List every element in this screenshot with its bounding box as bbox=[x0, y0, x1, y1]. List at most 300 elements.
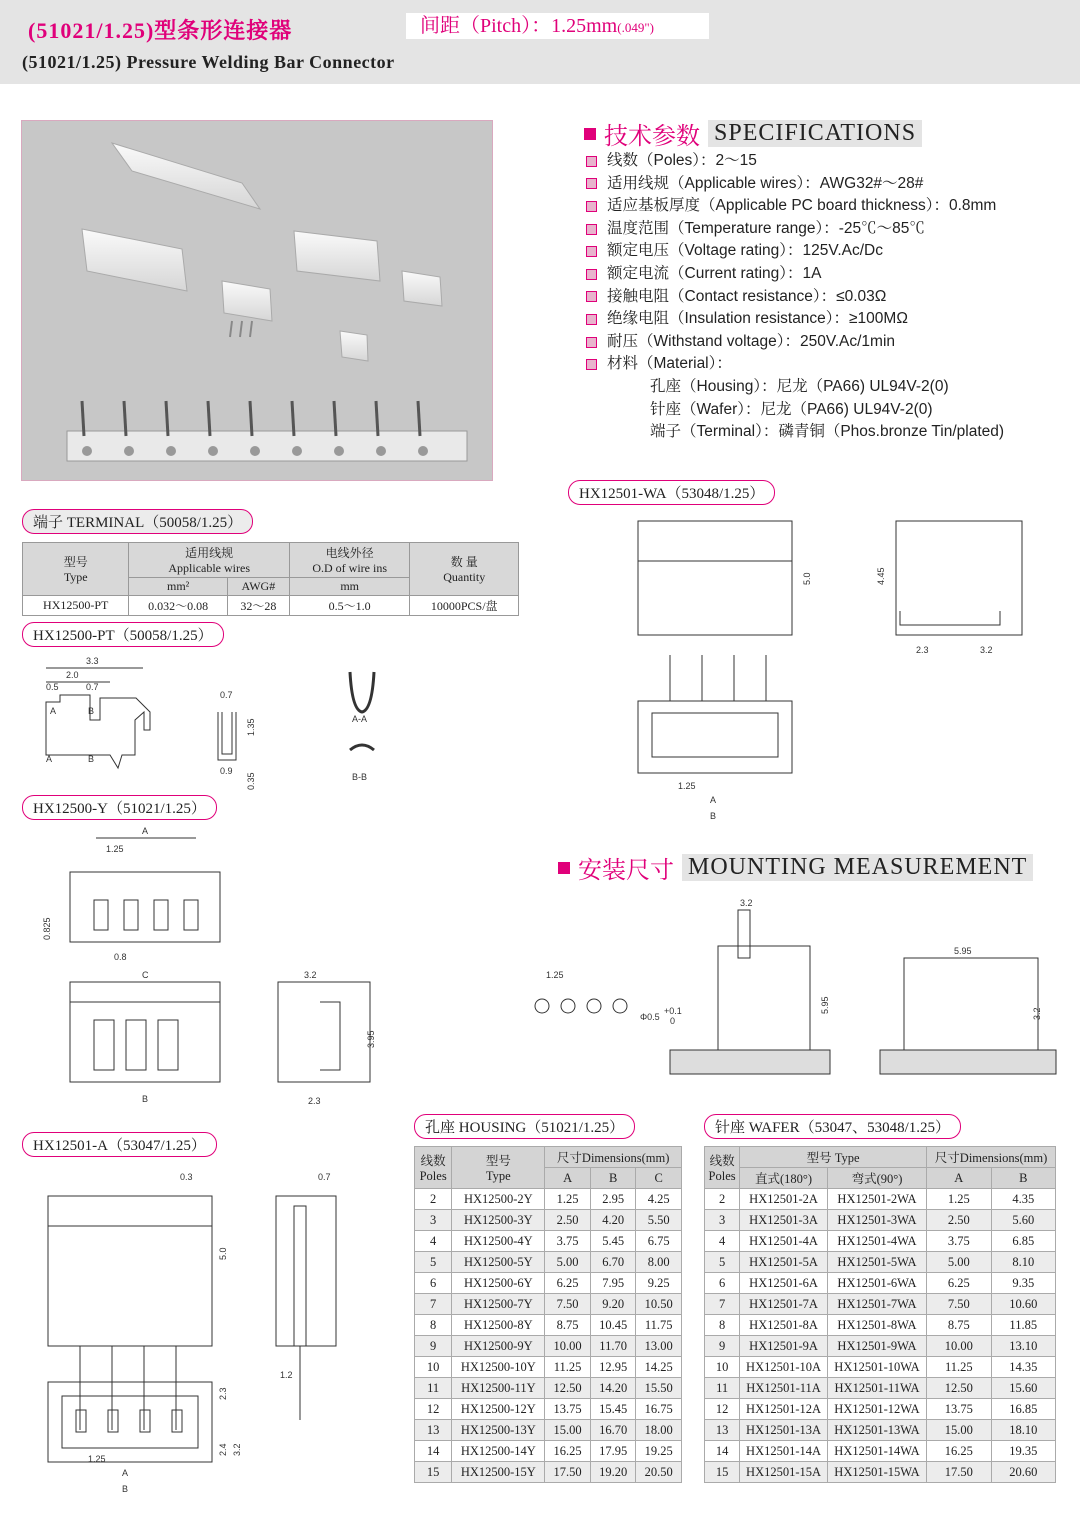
table-cell: 2.50 bbox=[927, 1210, 991, 1231]
table-cell: HX12501-8WA bbox=[827, 1315, 926, 1336]
dimension-label: 1.25 bbox=[678, 781, 696, 791]
wafer-table bbox=[704, 1146, 1056, 1483]
col-header: C bbox=[636, 1168, 682, 1189]
dimension-label: +0.1 bbox=[664, 1006, 682, 1016]
table-cell: 12 bbox=[705, 1399, 740, 1420]
table-cell: 2.95 bbox=[590, 1189, 636, 1210]
col-header: 直式(180°) bbox=[740, 1168, 828, 1189]
table-cell: 9.35 bbox=[991, 1273, 1055, 1294]
table-cell: 3.75 bbox=[545, 1231, 591, 1252]
table-cell: HX12501-10A bbox=[740, 1357, 828, 1378]
col-header: 型号 Type bbox=[452, 1147, 545, 1189]
table-cell: HX12501-11WA bbox=[827, 1378, 926, 1399]
table-row bbox=[705, 1315, 1056, 1336]
table-row bbox=[705, 1273, 1056, 1294]
table-cell: 6 bbox=[415, 1273, 452, 1294]
dimension-label: Φ0.5 bbox=[640, 1012, 660, 1022]
col-header: A bbox=[927, 1168, 991, 1189]
table-cell: 15.45 bbox=[590, 1399, 636, 1420]
product-photo-art bbox=[22, 121, 494, 482]
table-cell: HX12500-14Y bbox=[452, 1441, 545, 1462]
bullet-icon bbox=[586, 224, 597, 235]
col-header: mm bbox=[289, 578, 410, 596]
table-cell: HX12501-13A bbox=[740, 1420, 828, 1441]
table-row bbox=[705, 1462, 1056, 1483]
table-cell: HX12500-6Y bbox=[452, 1273, 545, 1294]
table-row bbox=[705, 1336, 1056, 1357]
table-cell: 0.032～0.08 bbox=[129, 596, 227, 616]
table-cell: 10.45 bbox=[590, 1315, 636, 1336]
table-cell: HX12501-5WA bbox=[827, 1252, 926, 1273]
dimension-label: 3.2 bbox=[740, 898, 753, 908]
col-header: 型号 Type bbox=[740, 1147, 927, 1168]
table-cell: HX12500-10Y bbox=[452, 1357, 545, 1378]
dimension-label: 4.45 bbox=[876, 567, 886, 585]
dimension-label: 1.35 bbox=[246, 718, 256, 736]
col-header: 尺寸Dimensions(mm) bbox=[927, 1147, 1056, 1168]
table-cell: 13 bbox=[415, 1420, 452, 1441]
dimension-label: 0.35 bbox=[246, 772, 256, 790]
table-cell: HX12500-4Y bbox=[452, 1231, 545, 1252]
table-cell: 8.75 bbox=[545, 1315, 591, 1336]
table-row bbox=[415, 1315, 682, 1336]
table-cell: 15.00 bbox=[927, 1420, 991, 1441]
table-cell: 14.25 bbox=[636, 1357, 682, 1378]
table-cell: HX12501-4WA bbox=[827, 1231, 926, 1252]
table-cell: 6.85 bbox=[991, 1231, 1055, 1252]
dimension-label: 0.9 bbox=[220, 766, 233, 776]
table-cell: 13.10 bbox=[991, 1336, 1055, 1357]
table-cell: 4.25 bbox=[636, 1189, 682, 1210]
mounting-heading-en: MOUNTING MEASUREMENT bbox=[682, 854, 1033, 881]
table-cell: 17.50 bbox=[545, 1462, 591, 1483]
table-cell: 8.00 bbox=[636, 1252, 682, 1273]
table-cell: 13.75 bbox=[927, 1399, 991, 1420]
spec-text: 线数（Poles）：2～15 bbox=[607, 152, 757, 169]
table-cell: 14 bbox=[705, 1441, 740, 1462]
table-cell: 10.00 bbox=[545, 1336, 591, 1357]
table-cell: 17.95 bbox=[590, 1441, 636, 1462]
table-cell: HX12501-2A bbox=[740, 1189, 828, 1210]
table-cell: 11.85 bbox=[991, 1315, 1055, 1336]
table-cell: HX12500-PT bbox=[23, 596, 129, 616]
wa-drawing bbox=[630, 505, 1050, 825]
table-row bbox=[415, 1399, 682, 1420]
a-label: HX12501-A（53047/1.25） bbox=[22, 1132, 217, 1157]
table-row bbox=[415, 1336, 682, 1357]
pitch-value: 1.25mm bbox=[551, 15, 618, 37]
spec-item bbox=[586, 353, 1066, 376]
dimension-label: 0.7 bbox=[318, 1172, 331, 1182]
bullet-icon bbox=[586, 156, 597, 167]
table-cell: 4.20 bbox=[590, 1210, 636, 1231]
dimension-label: 0.7 bbox=[220, 690, 233, 700]
spec-text: 额定电流（Current rating）：1A bbox=[607, 264, 822, 282]
wafer-label: 针座 WAFER（53047、53048/1.25） bbox=[704, 1114, 961, 1139]
table-cell: 14.20 bbox=[590, 1378, 636, 1399]
table-row bbox=[415, 1357, 682, 1378]
table-cell: HX12500-7Y bbox=[452, 1294, 545, 1315]
mounting-heading bbox=[558, 850, 1033, 885]
y-label: HX12500-Y（51021/1.25） bbox=[22, 795, 217, 820]
dimension-label: 1.2 bbox=[280, 1370, 293, 1380]
spec-item bbox=[586, 263, 1066, 286]
material-item: 针座（Wafer）：尼龙（PA66) UL94V-2(0) bbox=[650, 400, 933, 418]
spec-text: 额定电压（Voltage rating）：125V.Ac/Dc bbox=[607, 242, 883, 260]
bullet-icon bbox=[586, 201, 597, 212]
table-cell: 8.75 bbox=[927, 1315, 991, 1336]
dimension-label: 2.3 bbox=[218, 1387, 228, 1400]
table-cell: 12 bbox=[415, 1399, 452, 1420]
table-row bbox=[705, 1357, 1056, 1378]
table-cell: 2 bbox=[705, 1189, 740, 1210]
table-cell: 10 bbox=[705, 1357, 740, 1378]
table-cell: HX12500-3Y bbox=[452, 1210, 545, 1231]
bullet-icon bbox=[586, 269, 597, 280]
table-row bbox=[705, 1189, 1056, 1210]
table-cell: 7 bbox=[415, 1294, 452, 1315]
table-cell: 7.95 bbox=[590, 1273, 636, 1294]
table-cell: 7.50 bbox=[927, 1294, 991, 1315]
dimension-label: A-A bbox=[352, 714, 368, 724]
dimension-label: 3.2 bbox=[232, 1443, 242, 1456]
table-cell: HX12501-9A bbox=[740, 1336, 828, 1357]
material-item: 孔座（Housing）：尼龙（PA66) UL94V-2(0) bbox=[650, 377, 949, 395]
table-cell: HX12500-11Y bbox=[452, 1378, 545, 1399]
table-cell: 20.50 bbox=[636, 1462, 682, 1483]
table-cell: 11 bbox=[415, 1378, 452, 1399]
table-cell: 9 bbox=[705, 1336, 740, 1357]
table-cell: 11.25 bbox=[545, 1357, 591, 1378]
table-row bbox=[415, 1294, 682, 1315]
table-cell: 32～28 bbox=[227, 596, 289, 616]
dimension-label: A bbox=[710, 795, 717, 805]
table-cell: 5.00 bbox=[545, 1252, 591, 1273]
housing-table bbox=[414, 1146, 682, 1483]
table-cell: 11 bbox=[705, 1378, 740, 1399]
dimension-label: B bbox=[88, 754, 95, 764]
bullet-icon bbox=[586, 337, 597, 348]
table-row bbox=[415, 1231, 682, 1252]
table-row bbox=[705, 1294, 1056, 1315]
table-row bbox=[705, 1399, 1056, 1420]
table-cell: 18.10 bbox=[991, 1420, 1055, 1441]
housing-table-body bbox=[415, 1189, 682, 1483]
table-cell: 19.20 bbox=[590, 1462, 636, 1483]
table-cell: HX12501-3WA bbox=[827, 1210, 926, 1231]
col-header: 电线外径 O.D of wire ins bbox=[289, 543, 410, 578]
table-cell: 16.25 bbox=[927, 1441, 991, 1462]
table-cell: 19.25 bbox=[636, 1441, 682, 1462]
table-cell: 20.60 bbox=[991, 1462, 1055, 1483]
pt-label: HX12500-PT（50058/1.25） bbox=[22, 622, 224, 647]
table-cell: HX12501-12WA bbox=[827, 1399, 926, 1420]
table-cell: 11.25 bbox=[927, 1357, 991, 1378]
dimension-label: 5.95 bbox=[954, 946, 972, 956]
specs-heading-en: SPECIFICATIONS bbox=[708, 120, 922, 147]
table-cell: 15.00 bbox=[545, 1420, 591, 1441]
table-cell: 6.75 bbox=[636, 1231, 682, 1252]
spec-item bbox=[586, 218, 1066, 241]
table-row bbox=[415, 1378, 682, 1399]
dimension-label: 5.95 bbox=[820, 996, 830, 1014]
housing-label: 孔座 HOUSING（51021/1.25） bbox=[414, 1114, 635, 1139]
table-cell: 15 bbox=[415, 1462, 452, 1483]
table-row bbox=[705, 1420, 1056, 1441]
table-cell: 13.75 bbox=[545, 1399, 591, 1420]
page-subtitle: (51021/1.25) Pressure Welding Bar Connector bbox=[22, 52, 395, 72]
table-cell: 9.20 bbox=[590, 1294, 636, 1315]
spec-item bbox=[586, 195, 1066, 218]
table-row bbox=[705, 1210, 1056, 1231]
table-cell: 16.85 bbox=[991, 1399, 1055, 1420]
table-cell: 12.50 bbox=[927, 1378, 991, 1399]
table-cell: 17.50 bbox=[927, 1462, 991, 1483]
table-cell: HX12501-9WA bbox=[827, 1336, 926, 1357]
dimension-label: A bbox=[142, 826, 149, 836]
spec-item bbox=[586, 286, 1066, 309]
spec-text: 材料（Material）： bbox=[607, 355, 732, 373]
table-cell: 11.75 bbox=[636, 1315, 682, 1336]
table-cell: HX12501-11A bbox=[740, 1378, 828, 1399]
dimension-label: 1.25 bbox=[546, 970, 564, 980]
dimension-label: B bbox=[122, 1484, 129, 1494]
dimension-label: 0.3 bbox=[180, 1172, 193, 1182]
col-header: 数 量 Quantity bbox=[410, 543, 519, 596]
table-cell: HX12501-13WA bbox=[827, 1420, 926, 1441]
table-cell: 14 bbox=[415, 1441, 452, 1462]
table-cell: HX12500-9Y bbox=[452, 1336, 545, 1357]
bullet-icon bbox=[586, 178, 597, 189]
terminal-table bbox=[22, 542, 519, 616]
table-cell: 5 bbox=[705, 1252, 740, 1273]
col-header: 尺寸Dimensions(mm) bbox=[545, 1147, 682, 1168]
spec-item bbox=[586, 150, 1066, 173]
a-drawing bbox=[40, 1160, 370, 1500]
col-header: 线数 Poles bbox=[415, 1147, 452, 1189]
table-cell: 15.50 bbox=[636, 1378, 682, 1399]
spec-item bbox=[586, 240, 1066, 263]
table-cell: 10 bbox=[415, 1357, 452, 1378]
table-cell: 14.35 bbox=[991, 1357, 1055, 1378]
specs-list bbox=[586, 150, 1066, 444]
dimension-label: 0.825 bbox=[42, 917, 52, 940]
table-row bbox=[705, 1441, 1056, 1462]
table-cell: HX12500-5Y bbox=[452, 1252, 545, 1273]
dimension-label: 1.25 bbox=[106, 844, 124, 854]
table-cell: 4.35 bbox=[991, 1189, 1055, 1210]
table-cell: 8.10 bbox=[991, 1252, 1055, 1273]
table-cell: 16.25 bbox=[545, 1441, 591, 1462]
table-cell: 9.25 bbox=[636, 1273, 682, 1294]
spec-text: 接触电阻（Contact resistance）：≤0.03Ω bbox=[607, 287, 887, 305]
dimension-label: 0 bbox=[670, 1016, 676, 1026]
table-cell: 16.70 bbox=[590, 1420, 636, 1441]
table-row bbox=[415, 1462, 682, 1483]
spec-text: 适用线规（Applicable wires）：AWG32#～28# bbox=[607, 174, 924, 192]
square-icon bbox=[558, 862, 570, 874]
table-cell: 10.60 bbox=[991, 1294, 1055, 1315]
specs-heading bbox=[584, 116, 922, 151]
table-cell: 2.50 bbox=[545, 1210, 591, 1231]
table-cell: HX12501-3A bbox=[740, 1210, 828, 1231]
col-header: 型号 Type bbox=[23, 543, 129, 596]
table-cell: 10.00 bbox=[927, 1336, 991, 1357]
table-cell: 12.95 bbox=[590, 1357, 636, 1378]
table-cell: 2 bbox=[415, 1189, 452, 1210]
table-cell: 8 bbox=[705, 1315, 740, 1336]
dimension-label: A bbox=[46, 754, 53, 764]
table-cell: 5.00 bbox=[927, 1252, 991, 1273]
table-cell: 7.50 bbox=[545, 1294, 591, 1315]
dimension-label: 5.0 bbox=[218, 1247, 228, 1260]
dimension-label: 3.3 bbox=[86, 656, 99, 666]
table-row bbox=[415, 1252, 682, 1273]
col-header: 弯式(90°) bbox=[827, 1168, 926, 1189]
table-cell: 5.50 bbox=[636, 1210, 682, 1231]
dimension-label: 2.0 bbox=[66, 670, 79, 680]
col-header: 线数 Poles bbox=[705, 1147, 740, 1189]
table-row bbox=[705, 1231, 1056, 1252]
y-drawing bbox=[40, 820, 390, 1110]
col-header: AWG# bbox=[227, 578, 289, 596]
table-cell: 1.25 bbox=[927, 1189, 991, 1210]
table-cell: 11.70 bbox=[590, 1336, 636, 1357]
dimension-label: C bbox=[142, 970, 149, 980]
table-row bbox=[415, 1420, 682, 1441]
table-row bbox=[705, 1252, 1056, 1273]
page-title: (51021/1.25)型条形连接器 bbox=[28, 18, 293, 43]
table-cell: 3 bbox=[415, 1210, 452, 1231]
pitch-inch: (.049") bbox=[617, 20, 654, 35]
dimension-label: 2.3 bbox=[916, 645, 929, 655]
table-row bbox=[415, 1189, 682, 1210]
table-cell: HX12501-14A bbox=[740, 1441, 828, 1462]
spec-text: 温度范围（Temperature range）：-25℃～85℃ bbox=[607, 219, 925, 237]
bullet-icon bbox=[586, 314, 597, 325]
dimension-label: 3.95 bbox=[366, 1030, 376, 1048]
table-cell: 5.60 bbox=[991, 1210, 1055, 1231]
table-cell: 9 bbox=[415, 1336, 452, 1357]
table-cell: HX12501-5A bbox=[740, 1252, 828, 1273]
table-cell: HX12500-12Y bbox=[452, 1399, 545, 1420]
spec-text: 绝缘电阻（Insulation resistance）：≥100MΩ bbox=[607, 310, 908, 328]
table-row bbox=[23, 596, 519, 616]
dimension-label: 0.8 bbox=[114, 952, 127, 962]
table-cell: HX12501-2WA bbox=[827, 1189, 926, 1210]
table-row bbox=[415, 1210, 682, 1231]
dimension-label: 2.4 bbox=[218, 1443, 228, 1456]
dimension-label: 2.3 bbox=[308, 1096, 321, 1106]
table-cell: 13 bbox=[705, 1420, 740, 1441]
terminal-label: 端子 TERMINAL（50058/1.25） bbox=[22, 509, 253, 534]
table-cell: HX12501-6A bbox=[740, 1273, 828, 1294]
bullet-icon bbox=[586, 246, 597, 257]
table-cell: HX12501-10WA bbox=[827, 1357, 926, 1378]
table-cell: 0.5～1.0 bbox=[289, 596, 410, 616]
dimension-label: A bbox=[122, 1468, 129, 1478]
table-cell: 6.25 bbox=[545, 1273, 591, 1294]
table-cell: 5 bbox=[415, 1252, 452, 1273]
square-icon bbox=[584, 128, 596, 140]
spec-item bbox=[586, 331, 1066, 354]
table-cell: 4 bbox=[415, 1231, 452, 1252]
spec-item bbox=[586, 173, 1066, 196]
mounting-heading-cn: 安装尺寸 bbox=[578, 858, 674, 884]
pitch-badge bbox=[406, 13, 709, 39]
table-cell: 10000PCS/盘 bbox=[410, 596, 519, 616]
specs-heading-cn: 技术参数 bbox=[604, 124, 700, 150]
dimension-label: B bbox=[710, 811, 717, 821]
table-cell: 13.00 bbox=[636, 1336, 682, 1357]
dimension-label: 1.25 bbox=[88, 1454, 106, 1464]
table-cell: HX12501-7A bbox=[740, 1294, 828, 1315]
dimension-label: A bbox=[50, 706, 57, 716]
product-photo bbox=[21, 120, 493, 481]
table-row bbox=[415, 1273, 682, 1294]
col-header: A bbox=[545, 1168, 591, 1189]
dimension-label: B-B bbox=[352, 772, 368, 782]
table-cell: HX12500-8Y bbox=[452, 1315, 545, 1336]
table-cell: HX12500-2Y bbox=[452, 1189, 545, 1210]
table-cell: 3.75 bbox=[927, 1231, 991, 1252]
mounting-drawing bbox=[520, 890, 1060, 1100]
dimension-label: 3.2 bbox=[980, 645, 993, 655]
col-header: mm² bbox=[129, 578, 227, 596]
table-cell: HX12500-15Y bbox=[452, 1462, 545, 1483]
table-cell: HX12501-8A bbox=[740, 1315, 828, 1336]
table-cell: 1.25 bbox=[545, 1189, 591, 1210]
table-cell: 12.50 bbox=[545, 1378, 591, 1399]
table-cell: HX12501-14WA bbox=[827, 1441, 926, 1462]
table-cell: 18.00 bbox=[636, 1420, 682, 1441]
pitch-label: 间距（Pitch）： bbox=[420, 15, 552, 37]
dimension-label: 5.0 bbox=[802, 572, 812, 585]
table-cell: 15 bbox=[705, 1462, 740, 1483]
spec-item bbox=[586, 308, 1066, 331]
table-cell: 6 bbox=[705, 1273, 740, 1294]
table-cell: HX12501-12A bbox=[740, 1399, 828, 1420]
table-cell: 6.70 bbox=[590, 1252, 636, 1273]
material-item: 端子（Terminal）：磷青铜（Phos.bronze Tin/plated) bbox=[650, 423, 1005, 441]
col-header: B bbox=[991, 1168, 1055, 1189]
table-cell: HX12500-13Y bbox=[452, 1420, 545, 1441]
dimension-label: 3.2 bbox=[304, 970, 317, 980]
dimension-label: 3.2 bbox=[1032, 1007, 1042, 1020]
table-cell: 4 bbox=[705, 1231, 740, 1252]
table-cell: 16.75 bbox=[636, 1399, 682, 1420]
table-cell: 3 bbox=[705, 1210, 740, 1231]
dimension-label: 0.7 bbox=[86, 682, 99, 692]
bullet-icon bbox=[586, 359, 597, 370]
table-cell: HX12501-15A bbox=[740, 1462, 828, 1483]
spec-text: 适应基板厚度（Applicable PC board thickness）：0.8mm bbox=[607, 197, 997, 215]
table-cell: 10.50 bbox=[636, 1294, 682, 1315]
wa-label: HX12501-WA（53048/1.25） bbox=[568, 480, 775, 505]
spec-text: 耐压（Withstand voltage）：250V.Ac/1min bbox=[607, 332, 896, 350]
wafer-table-body bbox=[705, 1189, 1056, 1483]
table-cell: HX12501-7WA bbox=[827, 1294, 926, 1315]
dimension-label: B bbox=[88, 706, 95, 716]
col-header: 适用线规 Applicable wires bbox=[129, 543, 289, 578]
dimension-label: 0.5 bbox=[46, 682, 59, 692]
table-row bbox=[415, 1441, 682, 1462]
table-cell: HX12501-15WA bbox=[827, 1462, 926, 1483]
table-cell: 5.45 bbox=[590, 1231, 636, 1252]
col-header: B bbox=[590, 1168, 636, 1189]
dimension-label: B bbox=[142, 1094, 149, 1104]
bullet-icon bbox=[586, 291, 597, 302]
